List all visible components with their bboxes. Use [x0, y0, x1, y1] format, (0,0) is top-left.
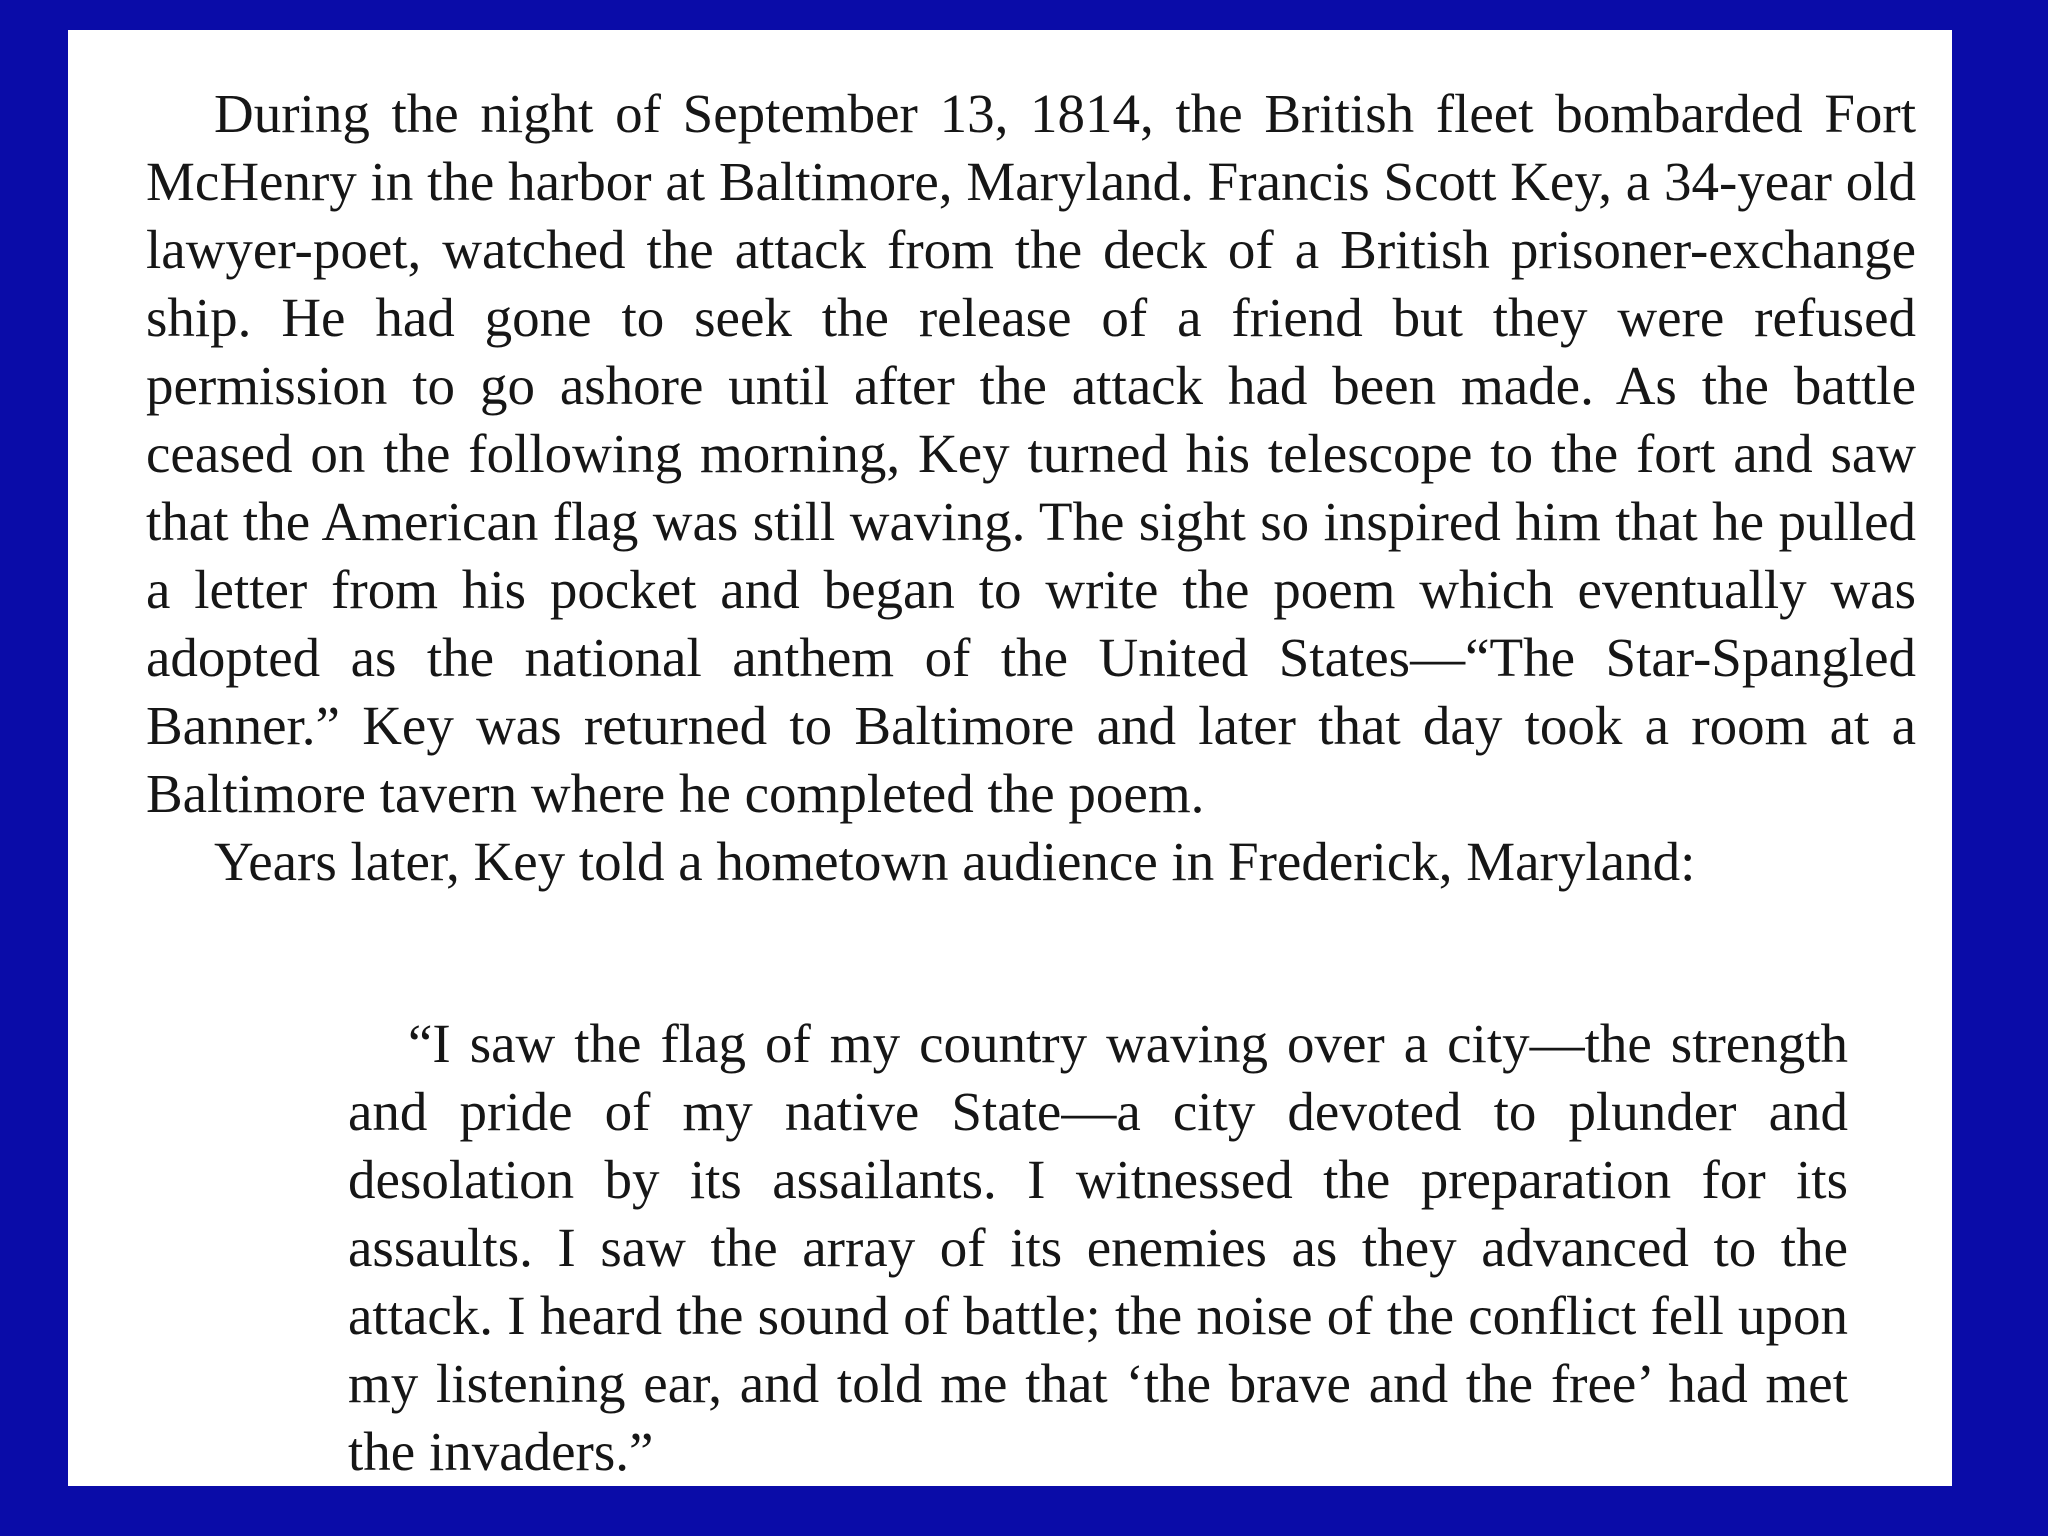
main-text-block: [146, 80, 1916, 896]
block-quote: [348, 1010, 1848, 1486]
quote-text: “I saw the flag of my country waving over a city—the strength and pride of my native State—a city devoted to plunder and desolation by its assailants. I witnessed the preparation for its assaults. I saw the array of its enemies as they advanced to the attack. I heard the sound of battle; the noise of the conflict fell upon my listening ear, and told me that ‘the brave and the free’ had met the invaders.”: [348, 1013, 1848, 1482]
paragraph-years-later: Years later, Key told a hometown audience in Frederick, Maryland:: [214, 831, 1696, 892]
paragraph-key-bombardment: During the night of September 13, 1814, the British fleet bombarded Fort McHenry in the harbor at Baltimore, Maryland. Francis Scott Key, a 34-year old lawyer-poet, watched the attack from the deck of a British prisoner-exchange ship. He had gone to seek the release of a friend but they were refused permission to go ashore until after the attack had been made. As the battle ceased on the following morning, Key turned his telescope to the fort and saw that the American flag was still waving. The sight so inspired him that he pulled a letter from his pocket and began to write the poem which eventually was adopted as the national anthem of the United States—“The Star-Spangled Banner.” Key was returned to Baltimore and later that day took a room at a Baltimore tavern where he completed the poem.: [146, 83, 1916, 824]
page-bottom-edge: [68, 1478, 1952, 1486]
document-page: [68, 30, 1952, 1486]
